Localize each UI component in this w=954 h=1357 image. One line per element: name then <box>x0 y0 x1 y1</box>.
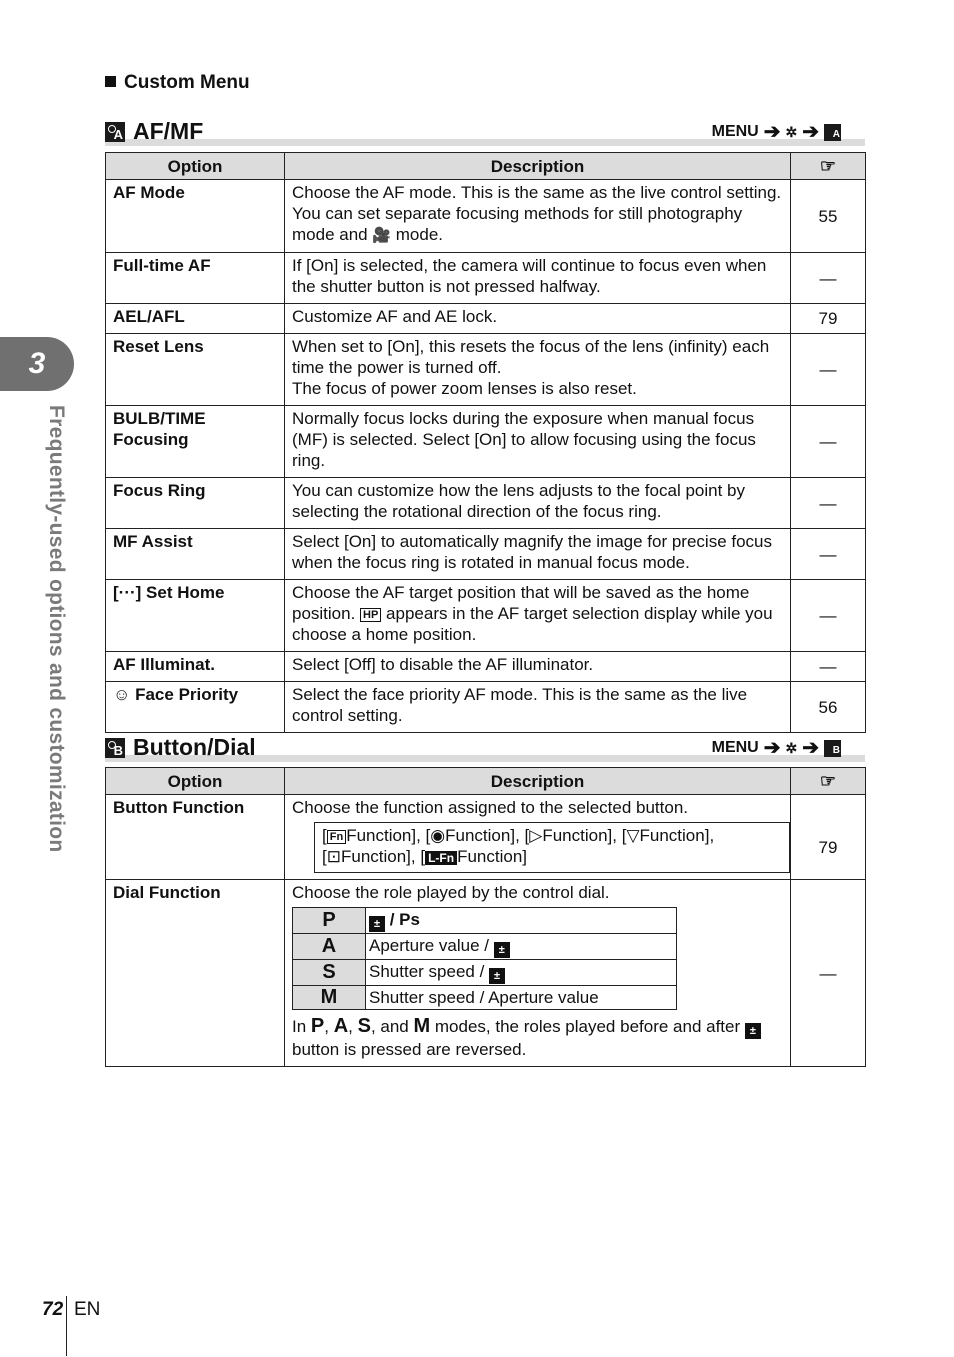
mode-row <box>293 960 677 986</box>
home-position-icon: HP <box>360 608 381 622</box>
description-cell: Customize AF and AE lock. <box>285 304 791 334</box>
mode-value: Shutter speed / Aperture value <box>366 986 677 1010</box>
reference-hand-icon: ☞ <box>791 153 866 180</box>
function-list-box: [ Fn Function], [◉Function], [▷Function], [▽Function], [⊡Function], [ L-Fn Function] <box>314 822 790 873</box>
dial-function-description: Choose the role played by the control dial. <box>292 883 610 902</box>
arrow-right-icon: ➔ <box>802 121 819 143</box>
mode-letter: S <box>293 960 366 986</box>
mode-value: Aperture value / ± <box>366 934 677 960</box>
description-cell <box>285 795 791 880</box>
afmf-section-icon: A <box>105 122 125 142</box>
reference-hand-icon: ☞ <box>791 768 866 795</box>
table-row <box>106 580 866 652</box>
mode-row <box>293 986 677 1010</box>
description-cell: Choose the AF target position that will be saved as the home position. HP appears in the AF target selection display while you choose a home position. <box>285 580 791 652</box>
afmf-title <box>105 118 203 145</box>
button-dial-title-text: Button/Dial <box>133 734 256 760</box>
mode-letter: A <box>293 934 366 960</box>
menu-label: MENU <box>711 739 759 756</box>
mode-value: ± / Ps <box>366 908 677 934</box>
mode-row <box>293 934 677 960</box>
page-ref-cell: — <box>791 478 866 529</box>
table-row <box>106 253 866 304</box>
afmf-menu-icon: A <box>824 124 841 141</box>
chapter-side-title: Frequently-used options and customization <box>45 405 68 853</box>
afmf-title-text: AF/MF <box>133 118 204 144</box>
description-header: Description <box>285 768 791 795</box>
option-cell: Full-time AF <box>106 253 285 304</box>
page-ref-cell: — <box>791 334 866 406</box>
table-row <box>106 880 866 1067</box>
af-target-icon: [···] <box>113 583 142 602</box>
button-dial-section-header <box>105 726 865 762</box>
description-cell: You can customize how the lens adjusts to the focal point by selecting the rotational direction of the focus ring. <box>285 478 791 529</box>
afmf-table <box>105 152 866 733</box>
table-row <box>106 406 866 478</box>
page-ref-cell: — <box>791 580 866 652</box>
table-header-row <box>106 153 866 180</box>
option-cell: AF Illuminat. <box>106 652 285 682</box>
description-cell: Select [On] to automatically magnify the image for precise focus when the focus ring is rotated in manual focus mode. <box>285 529 791 580</box>
mode-row <box>293 908 677 934</box>
option-cell: [···] Set Home <box>106 580 285 652</box>
option-header: Option <box>106 768 285 795</box>
custom-gear-icon: ✲ <box>785 123 798 140</box>
page-ref-cell: — <box>791 880 866 1067</box>
page-ref-cell: 79 <box>791 304 866 334</box>
mode-value: Shutter speed / ± <box>366 960 677 986</box>
custom-gear-icon: ✲ <box>785 739 798 756</box>
option-cell: Focus Ring <box>106 478 285 529</box>
page-number: 72 <box>42 1299 64 1320</box>
mode-letter: M <box>293 986 366 1010</box>
option-header: Option <box>106 153 285 180</box>
button-function-description: Choose the function assigned to the selected button. <box>292 798 688 817</box>
table-row <box>106 304 866 334</box>
square-bullet-icon <box>105 76 116 87</box>
record-button-icon: ◉ <box>430 826 446 845</box>
table-row <box>106 682 866 733</box>
description-cell: Select the face priority AF mode. This is the same as the live control setting. <box>285 682 791 733</box>
footer-divider <box>66 1296 67 1356</box>
dial-mode-table <box>292 907 677 1010</box>
mode-letter: P <box>293 908 366 934</box>
lock-button-icon: ⊡ <box>326 847 341 866</box>
page-ref-cell: — <box>791 406 866 478</box>
option-cell: Button Function <box>106 795 285 880</box>
button-dial-menu-icon: B <box>824 740 841 757</box>
table-row <box>106 334 866 406</box>
description-cell: Select [Off] to disable the AF illuminator. <box>285 652 791 682</box>
page-ref-cell: 55 <box>791 180 866 253</box>
chapter-tab: 3 <box>0 337 74 391</box>
page-ref-cell: 56 <box>791 682 866 733</box>
button-dial-table <box>105 767 866 1067</box>
table-row <box>106 478 866 529</box>
exposure-compensation-icon: ± <box>745 1023 761 1039</box>
arrow-right-icon: ➔ <box>763 121 781 143</box>
description-header: Description <box>285 153 791 180</box>
menu-label: MENU <box>711 123 759 140</box>
afmf-menu-path <box>712 122 841 142</box>
page-ref-cell: — <box>791 652 866 682</box>
description-cell: Normally focus locks during the exposure when manual focus (MF) is selected. Select [On] to allow focusing using the focus ring. <box>285 406 791 478</box>
option-cell: AF Mode <box>106 180 285 253</box>
button-dial-title <box>105 734 256 761</box>
description-cell: Choose the AF mode. This is the same as the live control setting. You can set separate focusing methods for still photography mode and 🎥 mode. <box>285 180 791 253</box>
table-row <box>106 795 866 880</box>
page-ref-cell: — <box>791 253 866 304</box>
face-icon: ☺ <box>113 685 131 704</box>
fn-button-icon: Fn <box>327 830 346 844</box>
option-cell: MF Assist <box>106 529 285 580</box>
description-cell: If [On] is selected, the camera will continue to focus even when the shutter button is not pressed halfway. <box>285 253 791 304</box>
language-label: EN <box>74 1299 101 1320</box>
option-cell: Reset Lens <box>106 334 285 406</box>
option-cell: BULB/TIME Focusing <box>106 406 285 478</box>
arrow-right-icon: ➔ <box>763 737 781 759</box>
lfn-button-icon: L-Fn <box>425 851 457 865</box>
description-cell: When set to [On], this resets the focus of the lens (infinity) each time the power is turned off. The focus of power zoom lenses is also reset. <box>285 334 791 406</box>
custom-menu-heading <box>105 72 250 94</box>
table-row <box>106 652 866 682</box>
option-cell: AEL/AFL <box>106 304 285 334</box>
exposure-compensation-icon: ± <box>369 916 385 932</box>
table-header-row <box>106 768 866 795</box>
custom-menu-label: Custom Menu <box>124 72 250 93</box>
button-dial-section-icon: B <box>105 738 125 758</box>
option-cell: Dial Function <box>106 880 285 1067</box>
movie-icon: 🎥 <box>372 227 392 244</box>
exposure-compensation-icon: ± <box>494 942 510 958</box>
table-row <box>106 529 866 580</box>
dial-function-note: In P, A, S, and M modes, the roles played before and after ± button is pressed are reversed. <box>292 1016 783 1060</box>
down-arrow-button-icon: ▽ <box>626 826 640 845</box>
option-cell: ☺ Face Priority <box>106 682 285 733</box>
page-ref-cell: — <box>791 529 866 580</box>
right-arrow-button-icon: ▷ <box>529 826 543 845</box>
arrow-right-icon: ➔ <box>802 737 819 759</box>
button-dial-menu-path <box>712 738 841 758</box>
exposure-compensation-icon: ± <box>489 968 505 984</box>
afmf-section-header <box>105 110 865 146</box>
table-row <box>106 180 866 253</box>
description-cell <box>285 880 791 1067</box>
page-ref-cell: 79 <box>791 795 866 880</box>
page-footer <box>42 1299 101 1321</box>
